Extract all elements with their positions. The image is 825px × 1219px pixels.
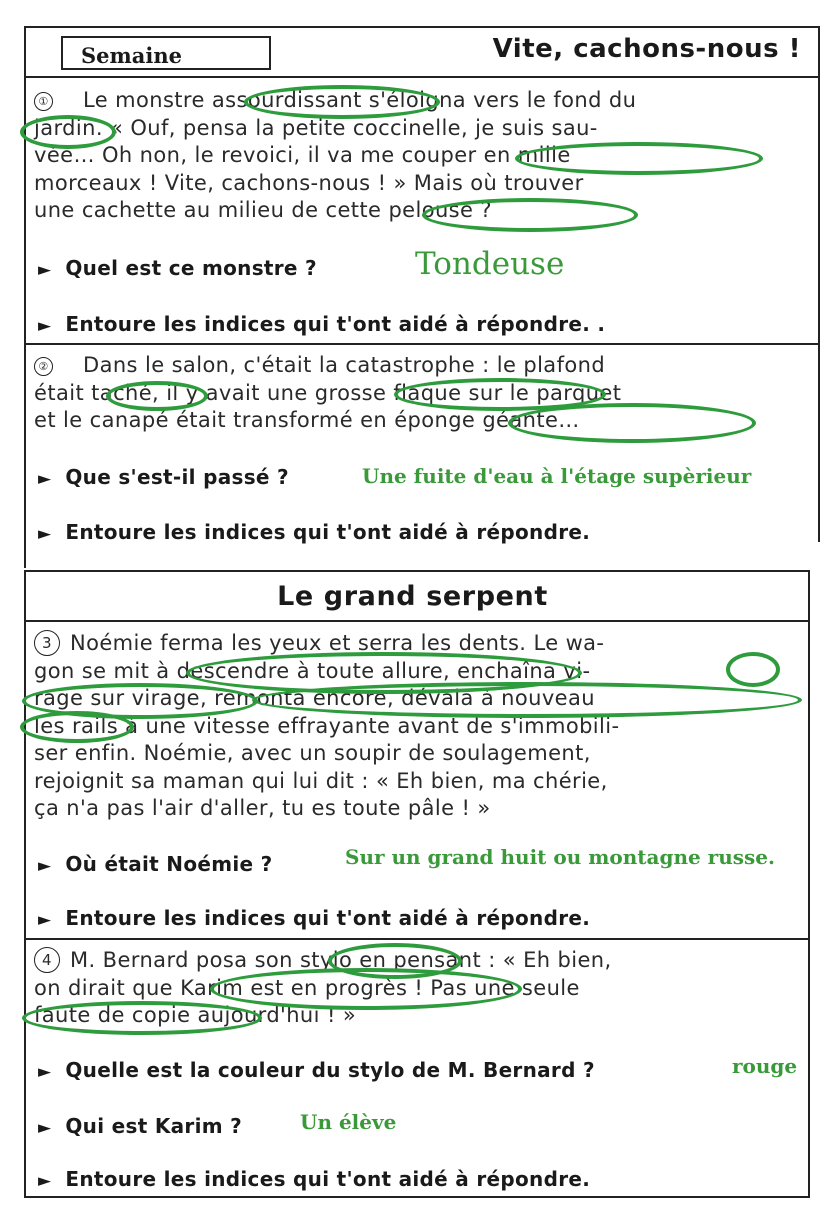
- section2-number: ②: [34, 357, 53, 376]
- section3-line: Noémie ferma les yeux et serra les dents. Le wa-: [70, 631, 605, 655]
- clue-circle-virage-part1: [726, 652, 780, 687]
- section3-line: rage sur virage, remonta encore, dévala à nouveau: [34, 686, 595, 710]
- section4-answer-color: rouge: [732, 1054, 798, 1078]
- bullet-arrow-icon: ►: [38, 1062, 52, 1082]
- section2-answer: Une fuite d'eau à l'étage supèrieur: [362, 464, 752, 488]
- section4-answer-karim: Un élève: [300, 1110, 397, 1134]
- section4-question-karim: ► Qui est Karim ?: [38, 1114, 243, 1138]
- section3-line: ça n'a pas l'air d'aller, tu es toute pâle ! »: [34, 796, 491, 820]
- right-border: [818, 26, 820, 542]
- semaine-label: Semaine: [61, 36, 271, 70]
- section1-line: Le monstre assourdissant s'éloigna vers le fond du: [83, 88, 637, 112]
- section2-question: ► Que s'est-il passé ?: [38, 465, 289, 489]
- section-divider: [24, 343, 820, 345]
- section1-line: jardin. « Ouf, pensa la petite coccinelle, je suis sau-: [34, 115, 598, 140]
- section1-question: ► Quel est ce monstre ?: [38, 256, 317, 280]
- clue-circle-remonta-devala: [252, 682, 802, 718]
- bullet-arrow-icon: ►: [38, 910, 52, 930]
- page-title: Vite, cachons-nous !: [492, 34, 801, 64]
- bullet-arrow-icon: ►: [38, 469, 52, 489]
- section4-line: M. Bernard posa son stylo en pensant : « Eh bien,: [70, 948, 612, 972]
- clue-circle-assourdissant: [244, 85, 440, 119]
- clue-circle-jardin: [20, 115, 116, 149]
- section1-instruction: ► Entoure les indices qui t'ont aidé à répondre. .: [38, 312, 606, 336]
- section3-number: 3: [34, 630, 60, 656]
- header-divider: [24, 620, 810, 622]
- clue-circle-eponge-geante: [508, 403, 756, 443]
- clue-circle-cette-pelouse: [422, 198, 638, 232]
- clue-circle-karim-en-progres: [210, 968, 522, 1010]
- right-border: [808, 570, 810, 1198]
- bullet-arrow-icon: ►: [38, 1171, 52, 1191]
- section1-answer: Tondeuse: [415, 246, 565, 282]
- section4-instruction: ► Entoure les indices qui t'ont aidé à répondre.: [38, 1167, 591, 1191]
- bottom-border: [24, 1196, 810, 1198]
- section4-line: on dirait que Karim est en progrès ! Pas une seule: [34, 975, 580, 1000]
- top-border: [24, 570, 810, 572]
- section-title: Le grand serpent: [277, 581, 548, 612]
- top-border: [24, 26, 820, 28]
- section4-number: 4: [34, 947, 60, 973]
- clue-circle-faute-de-copie: [22, 1001, 262, 1035]
- section3-question: ► Où était Noémie ?: [38, 852, 273, 876]
- bullet-arrow-icon: ►: [38, 524, 52, 544]
- clue-circle-tache: [106, 381, 208, 411]
- section4-line: faute de copie aujourd'hui ! »: [34, 1003, 357, 1027]
- section4-question-color: ► Quelle est la couleur du stylo de M. Bernard ?: [38, 1058, 595, 1082]
- section2-line: était taché, il y avait une grosse flaque sur le parquet: [34, 380, 622, 405]
- section1-number: ①: [34, 92, 53, 111]
- bullet-arrow-icon: ►: [38, 856, 52, 876]
- section-divider: [24, 938, 810, 940]
- section1-line: morceaux ! Vite, cachons-nous ! » Mais où trouver: [34, 170, 584, 195]
- bullet-arrow-icon: ►: [38, 316, 52, 336]
- clue-circle-couper-en-mille: [515, 142, 763, 175]
- section2-line: et le canapé était transformé en éponge géante…: [34, 408, 580, 432]
- section2-instruction: ► Entoure les indices qui t'ont aidé à répondre.: [38, 520, 591, 544]
- section2-line: Dans le salon, c'était la catastrophe : le plafond: [83, 353, 606, 377]
- left-border: [24, 26, 26, 568]
- section3-answer: Sur un grand huit ou montagne russe.: [345, 845, 775, 869]
- section1-line: une cachette au milieu de cette pelouse ?: [34, 198, 492, 222]
- section3-line: rejoignit sa maman qui lui dit : « Eh bien, ma chérie,: [34, 768, 608, 793]
- bullet-arrow-icon: ►: [38, 1118, 52, 1138]
- left-border: [24, 570, 26, 1198]
- clue-circle-les-rails: [20, 711, 134, 743]
- section3-line: ser enfin. Noémie, avec un soupir de soulagement,: [34, 741, 591, 765]
- section3-line: les rails à une vitesse effrayante avant de s'immobili-: [34, 713, 620, 738]
- bullet-arrow-icon: ►: [38, 260, 52, 280]
- header-divider: [24, 76, 820, 78]
- section3-instruction: ► Entoure les indices qui t'ont aidé à répondre.: [38, 906, 591, 930]
- section1-line: vée… Oh non, le revoici, il va me couper en mille: [34, 143, 571, 167]
- section3-line: gon se mit à descendre à toute allure, enchaîna vi-: [34, 658, 591, 683]
